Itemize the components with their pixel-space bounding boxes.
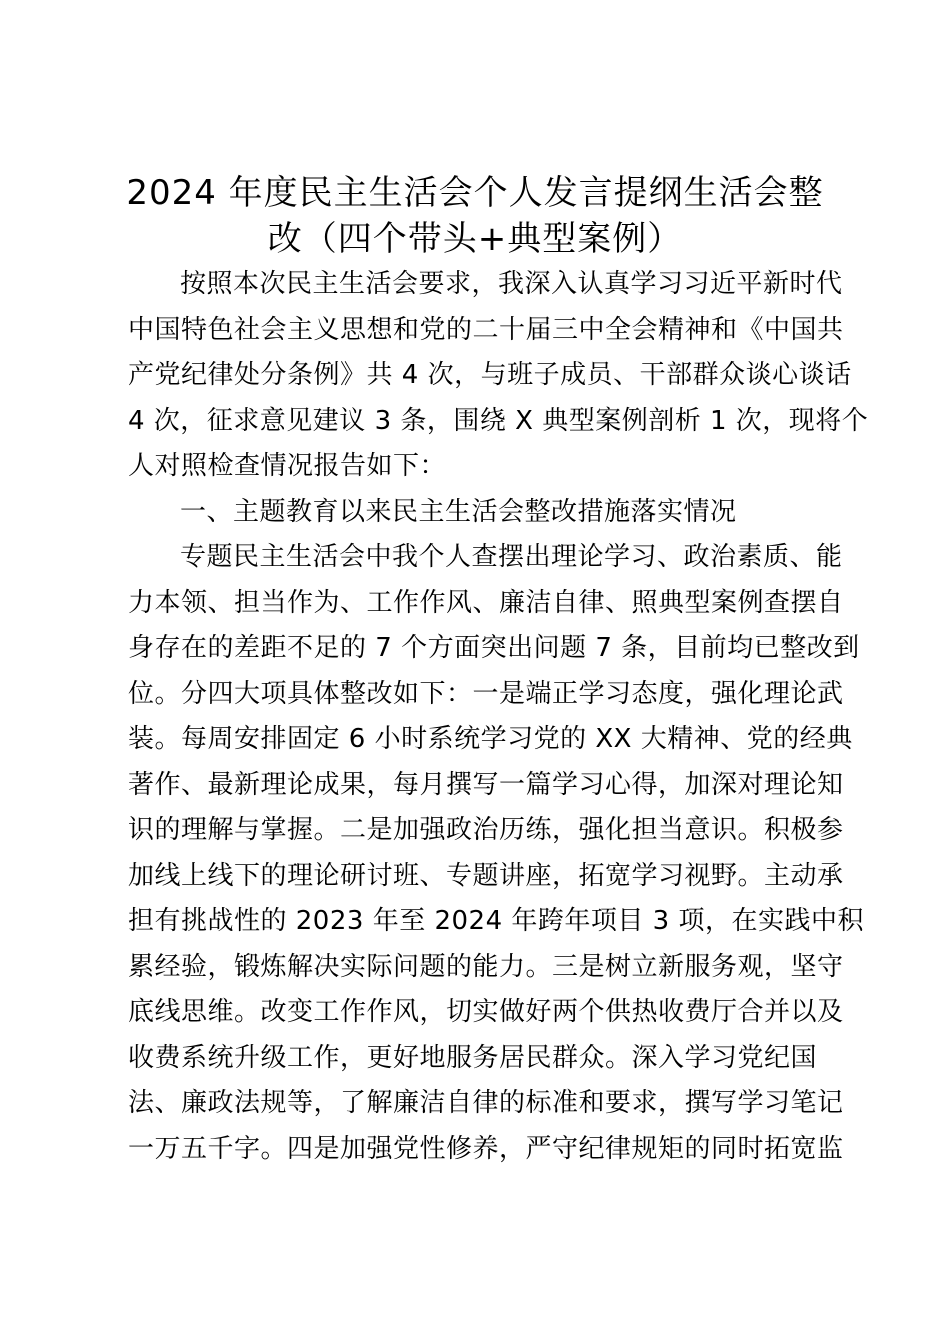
title-line-1: 2024 年度民主生活会个人发言提纲生活会整 <box>126 173 824 213</box>
section-line-13: 法、廉政法规等，了解廉洁自律的标准和要求，撰写学习笔记 <box>128 1088 844 1118</box>
intro-line-1: 按照本次民主生活会要求，我深入认真学习习近平新时代 <box>180 269 843 299</box>
intro-line-5: 人对照检查情况报告如下： <box>128 451 447 481</box>
section-line-7: 识的理解与掌握。二是加强政治历练，强化担当意识。积极参 <box>128 815 844 845</box>
intro-line-2: 中国特色社会主义思想和党的二十届三中全会精神和《中国共 <box>128 314 844 345</box>
section-line-12: 收费系统升级工作，更好地服务居民群众。深入学习党纪国 <box>128 1042 818 1073</box>
section-heading: 一、主题教育以来民主生活会整改措施落实情况 <box>180 496 737 527</box>
intro-line-4: 4 次，征求意见建议 3 条，围绕 X 典型案例剖析 1 次，现将个 <box>128 405 869 436</box>
section-line-14: 一万五千字。四是加强党性修养，严守纪律规矩的同时拓宽监 <box>128 1133 844 1164</box>
section-line-6: 著作、最新理论成果，每月撰写一篇学习心得，加深对理论知 <box>128 769 844 800</box>
section-line-2: 力本领、担当作为、工作作风、廉洁自律、照典型案例查摆自 <box>128 587 844 618</box>
document-body <box>128 262 869 1172</box>
section-line-11: 底线思维。改变工作作风，切实做好两个供热收费厅合并以及 <box>128 997 844 1027</box>
document-title <box>100 170 850 262</box>
section-line-1: 专题民主生活会中我个人查摆出理论学习、政治素质、能 <box>180 542 843 572</box>
intro-line-3: 产党纪律处分条例》共 4 次，与班子成员、干部群众谈心谈话 <box>128 360 852 390</box>
section-line-8: 加线上线下的理论研讨班、专题讲座，拓宽学习视野。主动承 <box>128 860 844 891</box>
section-line-3: 身存在的差距不足的 7 个方面突出问题 7 条，目前均已整改到 <box>128 633 860 663</box>
section-line-4: 位。分四大项具体整改如下：一是端正学习态度，强化理论武 <box>128 678 844 709</box>
title-line-2: 改（四个带头+典型案例） <box>267 219 683 259</box>
section-line-10: 累经验，锻炼解决实际问题的能力。三是树立新服务观，坚守 <box>128 951 844 982</box>
section-line-9: 担有挑战性的 2023 年至 2024 年跨年项目 3 项，在实践中积 <box>128 906 864 936</box>
section-line-5: 装。每周安排固定 6 小时系统学习党的 XX 大精神、党的经典 <box>128 724 853 754</box>
